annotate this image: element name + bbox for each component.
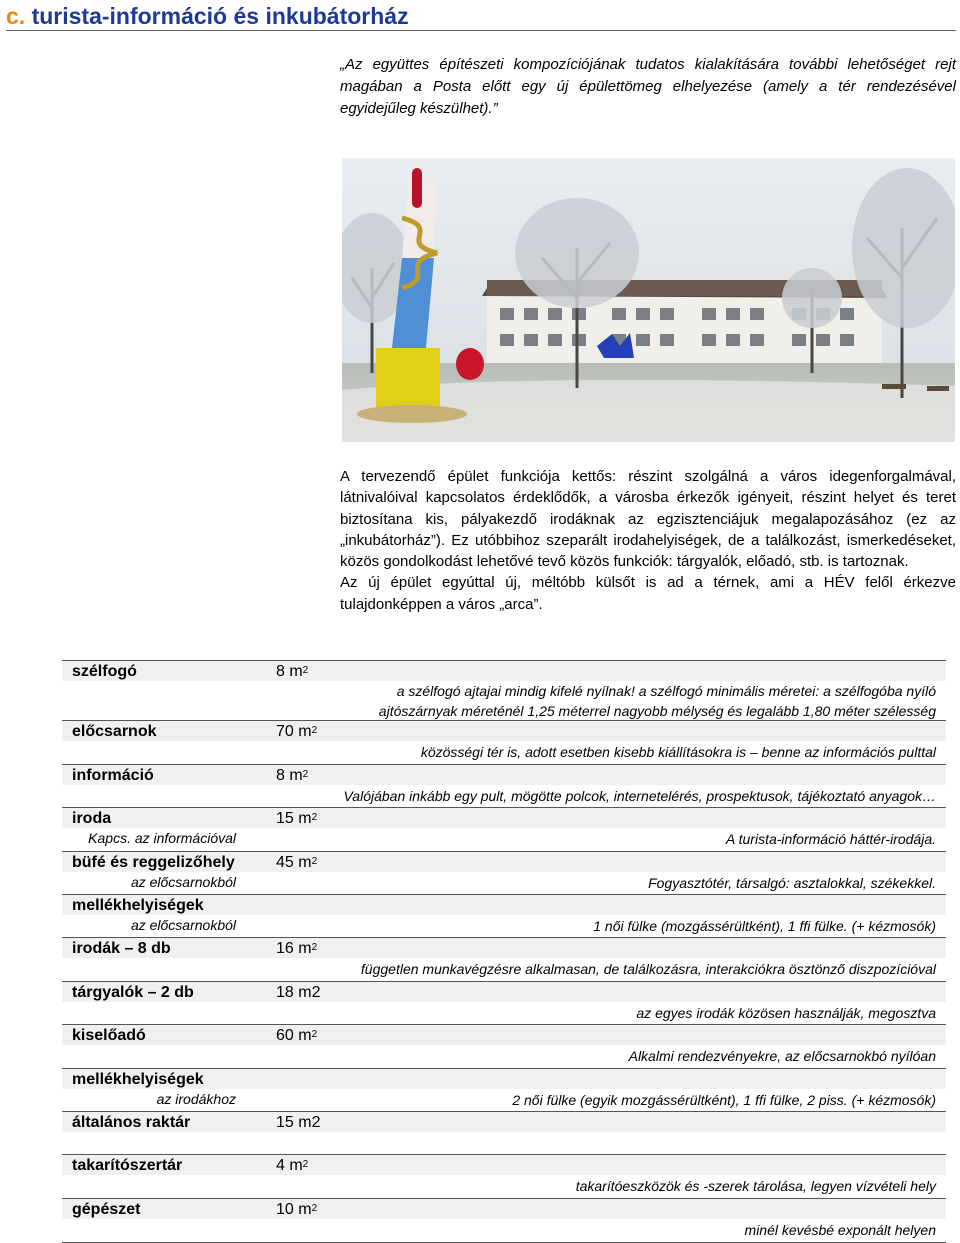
room-row [62,981,946,1024]
room-area [276,853,317,873]
room-description: a szélfogó ajtajai mindig kifelé nyílnak! a szélfogó minimális méretei: a szélfogóba nyíló ajtószárnyak méreténél 1,25 méterrel nagyobb mélység és legalább 1,80 méter szélesség [378,683,936,719]
heading-rule [6,30,956,31]
room-area-exponent: 2 [311,942,318,953]
room-area [276,722,317,742]
row-band [62,765,946,785]
room-row [62,1024,946,1067]
row-band [62,1025,946,1045]
heading-letter: c. [6,3,26,29]
room-row [62,660,946,719]
room-name: mellékhelyiségek [72,1071,204,1088]
quote-paragraph: „Az együttes építészeti kompozíciójának tudatos kialakítására további lehetőséget rejt magában a Posta előtt egy új épülettömeg elhelyezése (amely a tér rendezésével egyidejűleg készülhet).” [340,56,956,117]
room-area-value: 18 m2 [276,984,321,1001]
room-description: A turista-információ háttér-irodája. [725,831,936,847]
room-row [62,937,946,980]
row-band [62,721,946,741]
room-name: kiselőadó [72,1027,146,1044]
room-area-value: 45 m [276,854,312,871]
row-band [62,982,946,1002]
room-area [276,809,317,829]
room-area [276,1026,317,1046]
room-description: Alkalmi rendezvényekre, az előcsarnokbó nyílóan [628,1048,936,1064]
room-name: mellékhelyiségek [72,897,204,914]
room-area-value: 10 m [276,1201,312,1218]
room-name: információ [72,767,154,784]
row-band [62,1199,946,1219]
room-area-exponent: 2 [311,725,318,736]
row-band [62,938,946,958]
room-area-value: 16 m [276,940,312,957]
square-photo [342,158,955,442]
room-area-value: 8 m [276,767,303,784]
row-band [62,661,946,681]
room-area [276,1113,320,1133]
room-name: tárgyalók – 2 db [72,984,194,1001]
room-row [62,1198,946,1241]
room-name: általános raktár [72,1114,191,1131]
room-description: 2 női fülke (egyik mozgássérültként), 1 ffi fülke, 2 piss. (+ kézmosók) [512,1092,936,1108]
description-paragraph-2: Az új épület egyúttal új, méltóbb külsőt is ad a térnek, ami a HÉV felől érkezve tulajdonképpen a város „arca”. [340,574,956,613]
room-description: az egyes irodák közösen használják, megosztva [636,1005,936,1021]
page-heading [6,3,409,29]
room-row [62,764,946,807]
room-area-value: 70 m [276,723,312,740]
room-name: iroda [72,810,112,827]
room-area-value: 15 m [276,810,312,827]
room-connection-note: az irodákhoz [156,1091,236,1107]
room-description: Valójában inkább egy pult, mögötte polcok, internetelérés, prospektusok, tájékoztató anyagok… [343,788,936,804]
row-band [62,1155,946,1175]
room-name: irodák – 8 db [72,940,171,957]
room-row [62,1154,946,1197]
room-name: büfé és reggelizőhely [72,854,235,871]
room-description: minél kevésbé exponált helyen [744,1222,936,1238]
row-band [62,1112,946,1132]
room-row [62,1068,946,1111]
room-name: gépészet [72,1201,141,1218]
room-area-exponent: 2 [302,665,309,676]
room-area-value: 15 m2 [276,1114,321,1131]
room-connection-note: Kapcs. az információval [88,830,236,846]
room-row [62,851,946,894]
room-area-exponent: 2 [311,1203,318,1214]
heading-title: turista-információ és inkubátorház [31,3,409,29]
room-description: független munkavégzésre alkalmasan, de találkozásra, interakciókra ösztönző diszpozícióval [360,961,936,977]
room-row [62,1111,946,1154]
room-description: takarítóeszközök és -szerek tárolása, legyen vízvételi hely [575,1178,936,1194]
room-area [276,983,320,1003]
room-name: takarítószertár [72,1157,183,1174]
description-text [340,466,956,615]
room-area [276,939,317,959]
room-area [276,1156,308,1176]
room-area-exponent: 2 [311,856,318,867]
room-description: Fogyasztótér, társalgó: asztalokkal, székekkel. [648,875,936,891]
row-band [62,808,946,828]
room-row [62,894,946,937]
room-area [276,662,308,682]
room-area-value: 8 m [276,663,303,680]
room-area [276,1200,317,1220]
room-row [62,807,946,850]
room-connection-note: az előcsarnokból [130,874,236,890]
room-area-exponent: 2 [311,1029,318,1040]
room-connection-note: az előcsarnokból [130,917,236,933]
room-area [276,766,308,786]
room-name: szélfogó [72,663,137,680]
room-area-exponent: 2 [302,1159,309,1170]
room-area-value: 60 m [276,1027,312,1044]
room-area-exponent: 2 [302,769,309,780]
description-paragraph-1: A tervezendő épület funkciója kettős: részint szolgálná a város idegenforgalmával, látnivalóival kapcsolatos érdeklődők, a városba érkezők igényeit, részint helyet és teret biztosítana kis, pályakezdő irodáknak az egzisztenciájuk megalapozásához (ez az „inkubátorház”). Ez utóbbihoz szeparált irodahelyiségek, de a találkozást, ismerkedéseket, közös gondolkodást lehetővé tevő közös funkciók: tárgyalók, előadó, stb. is tartoznak. [340,468,956,571]
room-row [62,720,946,763]
room-description: közösségi tér is, adott esetben kisebb kiállításokra is – benne az információs pulttal [420,744,936,760]
room-area-value: 4 m [276,1157,303,1174]
room-area-exponent: 2 [311,812,318,823]
room-description: 1 női fülke (mozgássérültként), 1 ffi fülke. (+ kézmosók) [593,918,936,934]
room-name: előcsarnok [72,723,157,740]
